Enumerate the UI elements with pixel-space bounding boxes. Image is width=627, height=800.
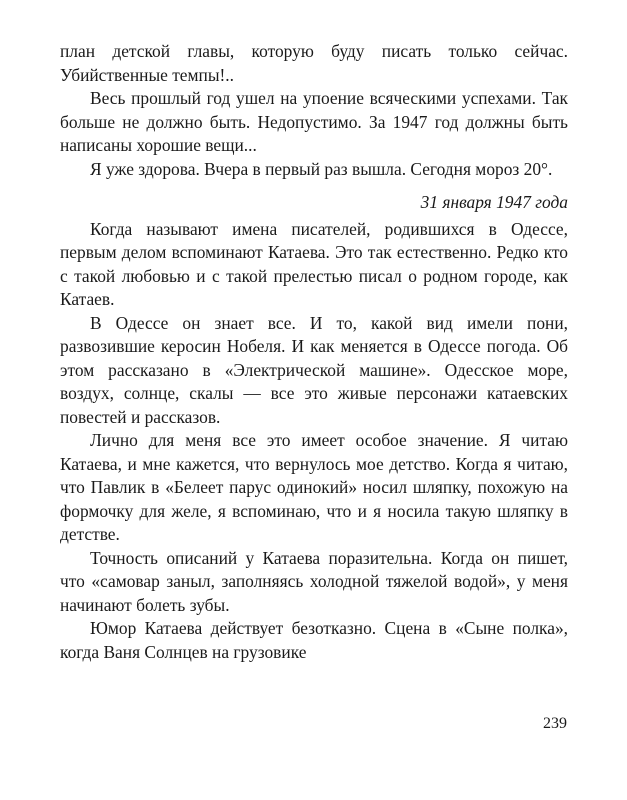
paragraph: Лично для меня все это имеет особое значение. Я читаю Катаева, и мне кажется, что вернулось мое детство. Когда я читаю, что Павлик в «Белеет парус одинокий» носил шляпку, похожую на формочку для желе, я вспоминаю, что и я носила такую шляпку в детстве. [60, 430, 568, 544]
page-number: 239 [543, 715, 567, 732]
paragraph: Юмор Катаева действует безотказно. Сцена в «Сыне полка», когда Ваня Солнцев на грузовике [60, 618, 568, 662]
paragraph-continuation: план детской главы, которую буду писать только сейчас. Убийственные темпы!.. [60, 41, 568, 85]
paragraph: Весь прошлый год ушел на упоение всяческими успехами. Так больше не должно быть. Недопустимо. За 1947 год должны быть написаны хорошие вещи... [60, 88, 568, 155]
date-heading: 31 января 1947 года [420, 192, 568, 212]
paragraph: В Одессе он знает все. И то, какой вид имели пони, развозившие керосин Нобеля. И как меняется в Одессе погода. Об этом рассказано в «Электрической машине». Одесское море, воздух, солнце, скалы — все это живые персонажи катаевских повестей и рассказов. [60, 312, 568, 427]
paragraph: Когда называют имена писателей, родившихся в Одессе, первым делом вспоминают Катаева. Это так естественно. Редко кто с такой любовью и с такой прелестью писал о родном городе, как Катаев. [60, 218, 568, 309]
paragraph: Я уже здорова. Вчера в первый раз вышла. Сегодня мороз 20°. [90, 158, 553, 179]
paragraph: Точность описаний у Катаева поразительна. Когда он пишет, что «самовар заныл, заполняясь холодной тяжелой водой», у меня начинают болеть зубы. [60, 547, 568, 615]
book-page-text [60, 40, 568, 664]
